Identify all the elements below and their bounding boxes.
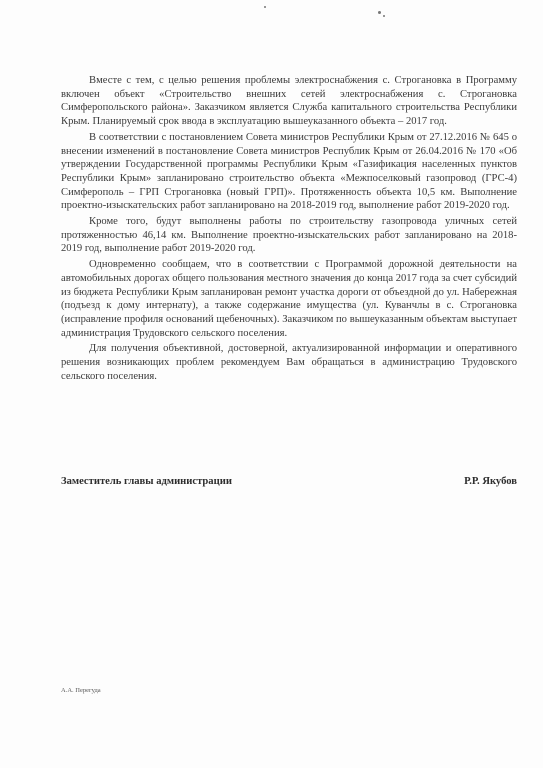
scan-speck — [378, 11, 381, 14]
signatory-role: Заместитель главы администрации — [61, 476, 232, 487]
paragraph: В соответствии с постановлением Совета министров Республики Крым от 27.12.2016 № 645 о внесении изменений в постановление Совета министров Республик Крым от 26.04.2016 № 170 «Об утверждении Государственной программы Республики Крым «Газификация населенных пунктов Республики Крым» запланировано строительство объекта «Межпоселковый газопровод (ГРС-4) Симферополь – ГРП Строгановка (новый ГРП)». Протяженность объекта 10,5 км. Выполнение проектно-изыскательских работ запланировано на 2018-2019 год, выполнение работ 2019-2020 год. — [61, 131, 517, 212]
scan-speck — [383, 15, 385, 17]
paragraph: Кроме того, будут выполнены работы по строительству газопровода уличных сетей протяженностью 46,14 км. Выполнение проектно-изыскательских работ запланировано на 2018-2019 год, выполнение работ 2019-2020 год. — [61, 216, 517, 255]
paragraph: Для получения объективной, достоверной, актуализированной информации и оперативного решения возникающих проблем рекомендуем Вам обращаться в администрацию Трудовского сельского поселения. — [61, 343, 517, 382]
scan-speck — [264, 6, 266, 8]
paragraph: Вместе с тем, с целью решения проблемы электроснабжения с. Строгановка в Программу включен объект «Строительство внешних сетей электроснабжения с. Строгановка Симферопольского района». Заказчиком является Служба капитального строительства Республики Крым. Планируемый срок ввода в эксплуатацию вышеуказанного объекта – 2017 год. — [61, 75, 517, 128]
signatory-name: Р.Р. Якубов — [464, 476, 517, 487]
executor-name: А.А. Перегуда — [61, 687, 101, 694]
paragraph: Одновременно сообщаем, что в соответствии с Программой дорожной деятельности на автомобильных дорогах общего пользования местного значения до конца 2017 года за счет субсидий из бюджета Республики Крым запланирован ремонт участка дороги от объездной до ул. Набережная (подъезд к дому интернату), а также содержание имущества (ул. Куванчлы в с. Строгановка (исправление профиля оснований щебеночных). Заказчиком по вышеуказанным объектам выступает администрация Трудовского сельского поселения. — [61, 259, 517, 339]
letter-body — [61, 74, 517, 385]
